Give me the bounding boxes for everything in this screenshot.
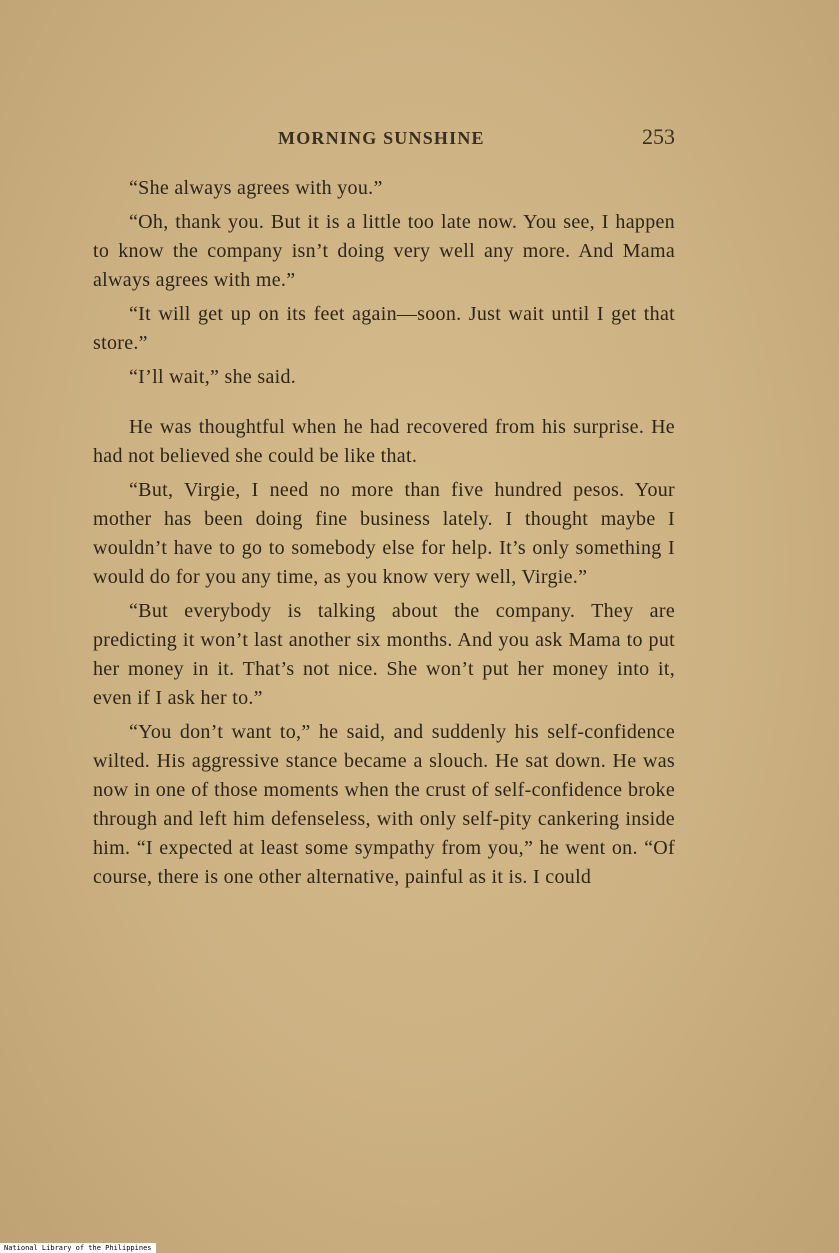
paragraph: “But, Virgie, I need no more than five hundred pesos. Your mother has been doing fine business lately. I thought maybe I wouldn’t have to go to somebody else for help. It’s only something I would do for you any time, as you know very well, Virgie.” [93, 479, 675, 588]
paragraph: “But everybody is talking about the company. They are predicting it won’t last another six months. And you ask Mama to put her money in it. That’s not nice. She won’t put her money into it, even if I ask her to.” [93, 600, 675, 709]
paragraph: “I’ll wait,” she said. [129, 366, 297, 388]
paragraph: He was thoughtful when he had recovered from his surprise. He had not believed she could be like that. [93, 416, 675, 467]
page-header [93, 124, 675, 154]
paragraph: “She always agrees with you.” [129, 177, 383, 199]
page-number: 253 [642, 124, 675, 149]
body-text [93, 174, 675, 897]
paragraph: “It will get up on its feet again—soon. Just wait until I get that store.” [93, 303, 675, 354]
paragraph: “Oh, thank you. But it is a little too late now. You see, I happen to know the company isn’t doing very well any more. And Mama always agrees with me.” [93, 211, 675, 291]
running-title: MORNING SUNSHINE [278, 128, 485, 148]
footer-credit: National Library of the Philippines [0, 1243, 156, 1253]
paragraph: “You don’t want to,” he said, and suddenly his self-confidence wilted. His aggressive stance became a slouch. He sat down. He was now in one of those moments when the crust of self-confidence broke through and left him defenseless, with only self-pity cankering inside him. “I expected at least some sympathy from you,” he went on. “Of course, there is one other alternative, painful as it is. I could [93, 721, 675, 888]
